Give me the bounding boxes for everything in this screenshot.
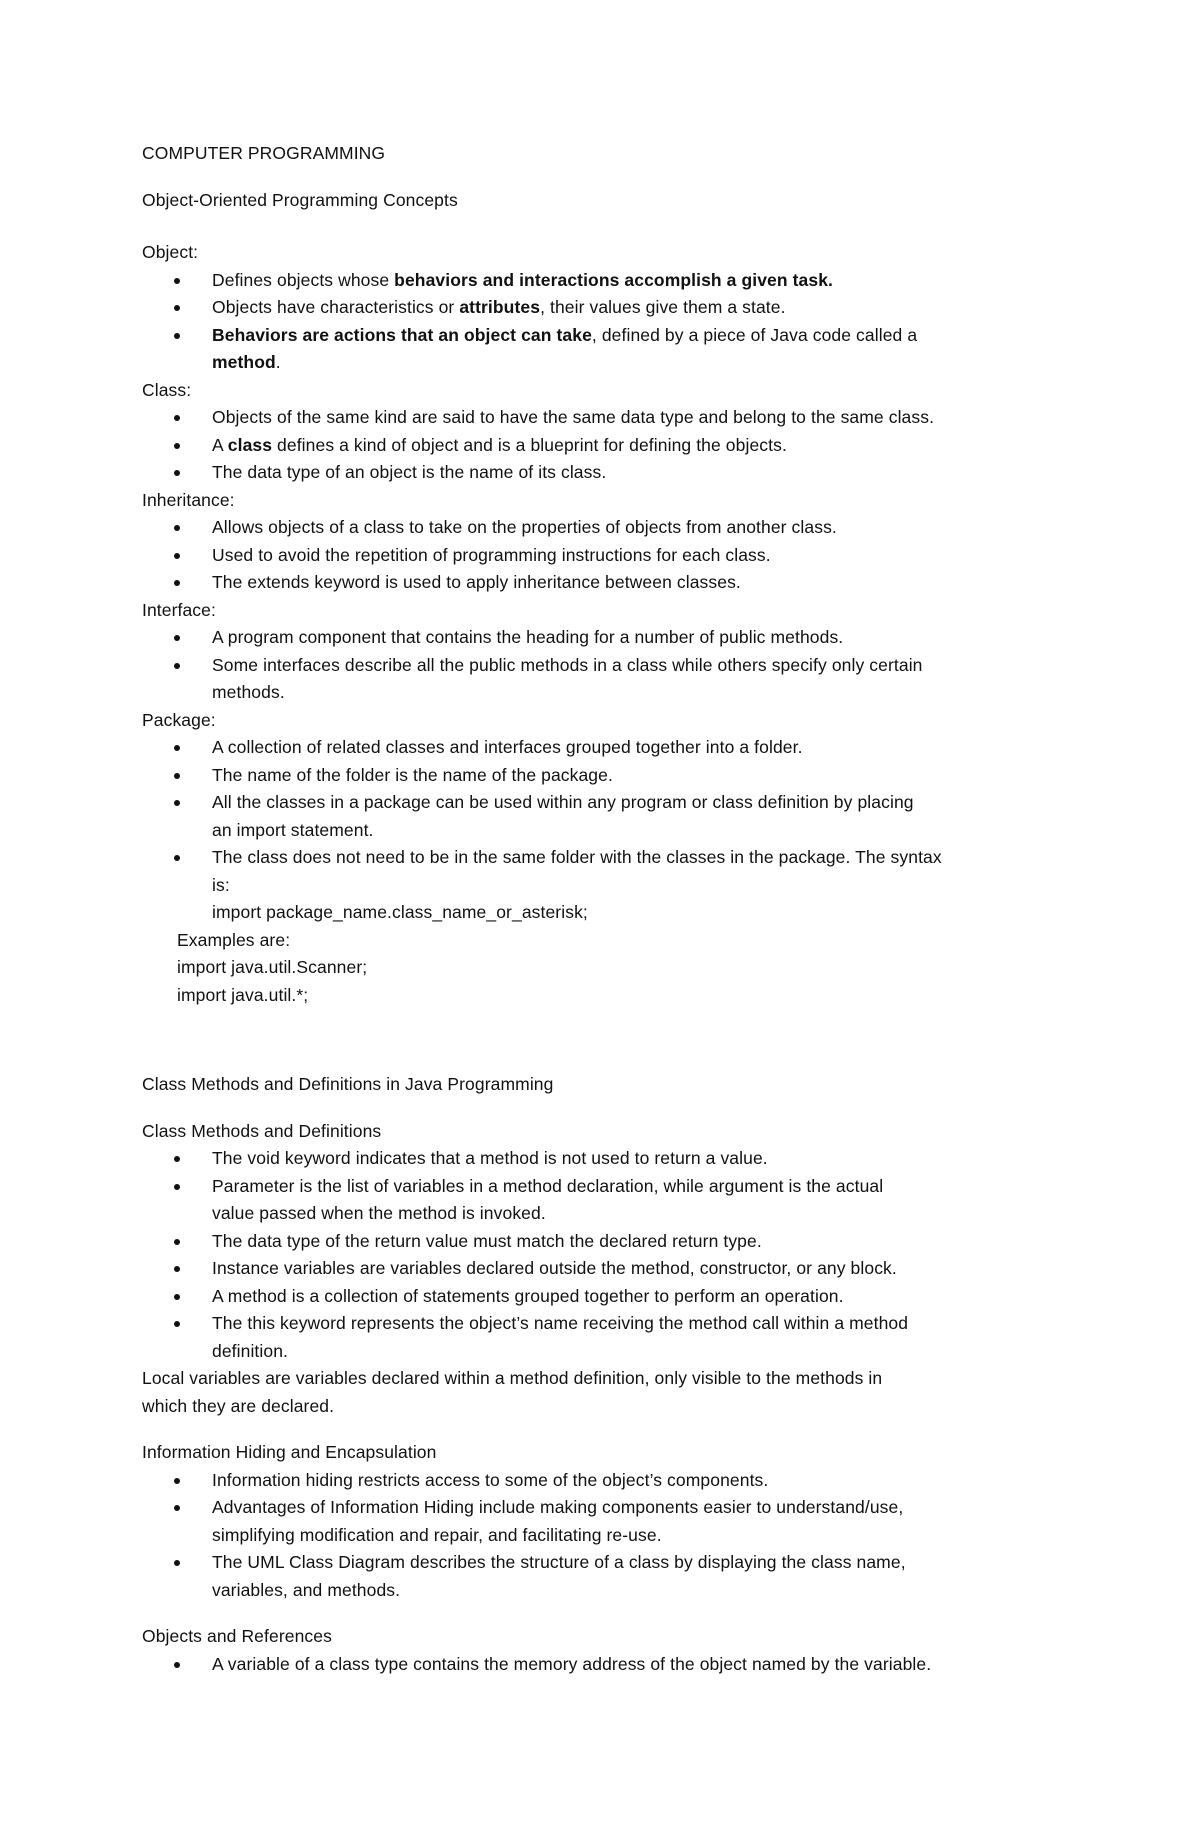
- list-item: A method is a collection of statements grouped together to perform an operation.: [142, 1283, 1082, 1311]
- class-list: [142, 404, 1082, 487]
- import-example: import java.util.Scanner;: [177, 957, 368, 977]
- list-item: Instance variables are variables declared outside the method, constructor, or any block.: [142, 1255, 1082, 1283]
- document-title: COMPUTER PROGRAMMING: [142, 143, 386, 163]
- list-item: Information hiding restricts access to some of the object’s components.: [142, 1467, 1082, 1495]
- list-item: The data type of an object is the name of its class.: [142, 459, 1082, 487]
- list-item: A variable of a class type contains the memory address of the object named by the variable.: [142, 1651, 1082, 1679]
- class-methods-subheading: Class Methods and Definitions: [142, 1120, 382, 1141]
- list-item: Objects of the same kind are said to have the same data type and belong to the same class.: [142, 404, 1082, 432]
- list-item: The this keyword represents the object’s name receiving the method call within a method definition.: [142, 1310, 1082, 1365]
- class-methods-list: [142, 1145, 1082, 1365]
- document-body: [142, 140, 1082, 1678]
- list-item: The UML Class Diagram describes the structure of a class by displaying the class name, variables, and methods.: [142, 1549, 1082, 1604]
- list-item: Parameter is the list of variables in a method declaration, while argument is the actual value passed when the method is invoked.: [142, 1173, 1082, 1228]
- list-item: The data type of the return value must match the declared return type.: [142, 1228, 1082, 1256]
- list-item: Some interfaces describe all the public methods in a class while others specify only certain methods.: [142, 652, 1082, 707]
- interface-label: Interface:: [142, 599, 216, 620]
- local-variables-text: Local variables are variables declared within a method definition, only visible to the methods in: [142, 1368, 883, 1388]
- section-heading-oop: Object-Oriented Programming Concepts: [142, 189, 458, 210]
- list-item: Allows objects of a class to take on the properties of objects from another class.: [142, 514, 1082, 542]
- import-syntax: import package_name.class_name_or_asterisk;: [212, 902, 588, 922]
- list-item: The name of the folder is the name of the package.: [142, 762, 1082, 790]
- info-hiding-list: [142, 1467, 1082, 1605]
- examples-label: Examples are:: [177, 929, 291, 950]
- import-example: import java.util.*;: [177, 984, 309, 1005]
- object-list: [142, 267, 1082, 377]
- interface-list: [142, 624, 1082, 707]
- list-item: A collection of related classes and interfaces grouped together into a folder.: [142, 734, 1082, 762]
- info-hiding-subheading: Information Hiding and Encapsulation: [142, 1442, 437, 1462]
- object-label: Object:: [142, 242, 199, 262]
- list-item: A program component that contains the heading for a number of public methods.: [142, 624, 1082, 652]
- class-label: Class:: [142, 379, 192, 400]
- list-item: The extends keyword is used to apply inheritance between classes.: [142, 569, 1082, 597]
- list-item: Behaviors are actions that an object can take, defined by a piece of Java code called a method.: [142, 322, 1082, 377]
- objects-references-list: [142, 1651, 1082, 1679]
- inheritance-label: Inheritance:: [142, 489, 235, 510]
- section-heading-class-methods: Class Methods and Definitions in Java Programming: [142, 1074, 554, 1094]
- list-item: The void keyword indicates that a method is not used to return a value.: [142, 1145, 1082, 1173]
- package-list: [142, 734, 1082, 899]
- list-item: Defines objects whose behaviors and interactions accomplish a given task.: [142, 267, 1082, 295]
- list-item: Used to avoid the repetition of programming instructions for each class.: [142, 542, 1082, 570]
- package-label: Package:: [142, 709, 216, 730]
- local-variables-text: which they are declared.: [142, 1395, 335, 1416]
- list-item: Objects have characteristics or attributes, their values give them a state.: [142, 294, 1082, 322]
- objects-references-subheading: Objects and References: [142, 1626, 332, 1646]
- list-item: All the classes in a package can be used within any program or class definition by placing an import statement.: [142, 789, 1082, 844]
- inheritance-list: [142, 514, 1082, 597]
- list-item: The class does not need to be in the same folder with the classes in the package. The syntax is:: [142, 844, 1082, 899]
- list-item: Advantages of Information Hiding include making components easier to understand/use, simplifying modification and repair, and facilitating re-use.: [142, 1494, 1082, 1549]
- list-item: A class defines a kind of object and is a blueprint for defining the objects.: [142, 432, 1082, 460]
